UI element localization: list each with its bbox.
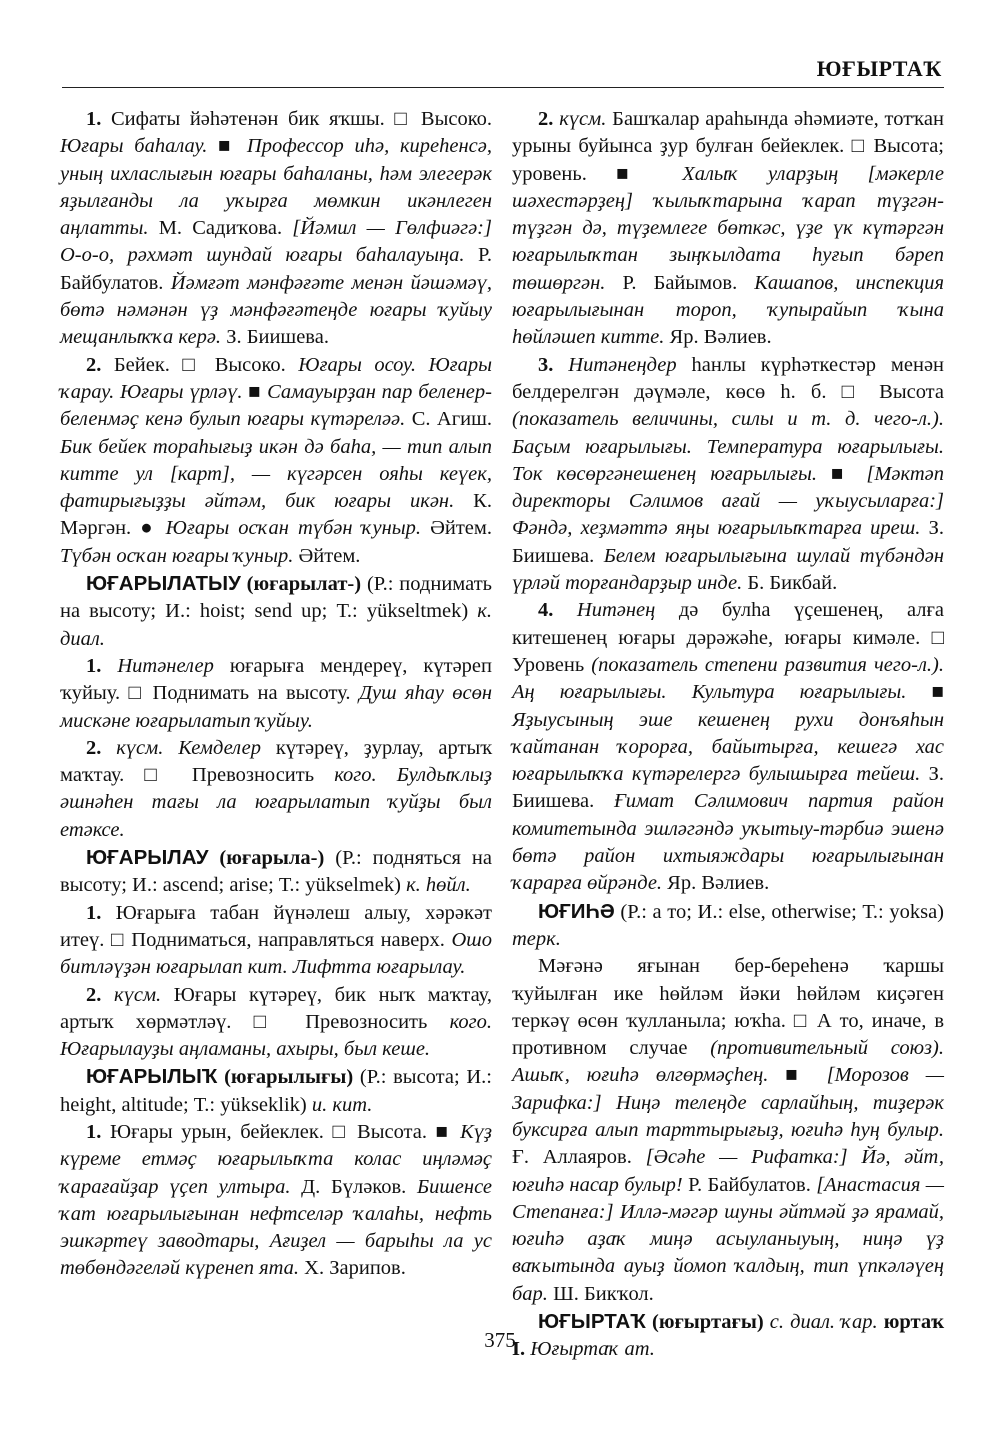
entry-paragraph <box>512 352 944 598</box>
text-run: 1. <box>86 108 111 130</box>
text-run: Әйтем. <box>293 544 361 567</box>
text-run: Яҙыусының эше кешенең рухи донъяһын ҡайтанан ҡорорға, байытырға, кешегә хас юғарылыҡҡа күтәрелергә булышырға тейеш. <box>512 708 944 786</box>
text-run: Профессор иһә, киреһенсә, уның ихласлығын юғары баһаланы, һәм элегерәк яҙылғанды ла уҡырға мөмкин икәнлеген аңлатты. <box>60 135 492 240</box>
text-run: ■ <box>817 462 867 485</box>
text-run: 4. <box>538 599 577 622</box>
headword-entry <box>60 1063 492 1119</box>
text-run: Мәғәнә яғынан бер-береһенә ҡаршы ҡуйылған ике һөйләм йәки һөйләм киҫәген теркәү өсөн ҡулланыла; юҡһа. □ А то, иначе, в противном случае <box>512 955 944 1060</box>
text-run: Юғары күтәреү, бик ныҡ маҡтау, артыҡ хөрмәтләү. □ Превозносить <box>60 983 492 1033</box>
text-run: (противительный союз). Ашыҡ, юғиһә өлгөрмәҫһең. <box>512 1037 944 1087</box>
text-run: ■ <box>906 681 944 704</box>
text-run: (Р.: а то; И.: else, otherwise; Т.: yoksa) <box>614 900 944 923</box>
text-run: дә булһа үҫешенең, алға китешенең юғары дәрәжәһе, юғары кимәле. □ Уровень <box>512 599 945 676</box>
entry-paragraph <box>60 735 492 844</box>
text-run: Ошо битләүҙән юғарылап кит. Лифтта юғарылау. <box>60 928 492 979</box>
text-run: Юғарыға табан йүнәлеш алыу, хәрәкәт итеү. □ Подниматься, направляться наверх. <box>60 901 492 951</box>
text-run: Х. Зарипов. <box>299 1257 406 1280</box>
text-run: 3. <box>538 353 569 376</box>
text-run: ■ <box>768 1064 827 1087</box>
running-head: ЮҒЫРТАҠ <box>816 56 942 81</box>
entry-paragraph <box>60 106 492 352</box>
text-run: Юғыртаҡ ат. <box>530 1338 655 1361</box>
text-run: Бишенсе ҡат юғарылығынан нефтселәр ҡалаһы, нефть эшкәртеү заводтары, Ағиҙел — барыһы ла ус төбөндәгеләй күренеп ята. <box>60 1175 492 1280</box>
text-run: кого. Булдыҡлыҙ әшнәһен тағы ла юғарылатып ҡуйҙы был етәксе. <box>60 764 492 841</box>
text-run: (показатель величины, силы и т. д. чего-л.). Баҫым юғарылығы. Температура юғарылығы. Ток көсөргәнешенең юғарылығы. <box>512 408 944 485</box>
text-run: Юғары осоу. Юғары ҡарау. Юғары үрләү. <box>60 353 493 403</box>
text-run: Б. Бикбай. <box>742 572 838 595</box>
entry-paragraph <box>60 653 492 735</box>
text-run: З. Биишева. <box>512 517 944 567</box>
text-run: 1. <box>86 901 116 924</box>
text-run: күсм. <box>114 983 162 1006</box>
text-run: Халыҡ уларҙың [мәкерле шәхестәрҙең] ҡылыҡтарына ҡарап түҙгән-түҙгән дә, түҙемлеге бөткәс, үҙе үк күтәргән юғарылыҡтан зыңҡылдата һуғып бәреп төшөргән. <box>512 162 944 294</box>
text-run: Башҡалар араһында әһәмиәте, тотҡан урыны буйынса ҙур булған бейеклек. □ Высота; уровень. ■ <box>512 108 945 185</box>
text-run: 1. <box>86 1120 110 1143</box>
text-run: с. диал. ҡар. <box>769 1311 878 1334</box>
text-run: Кашапов, инспекция юғарылығынан тороп, ҡупырайып ҡына һөйләшеп китте. <box>512 271 944 349</box>
text-run: Душ яһау өсөн мискәне юғарылатып ҡуйыу. <box>60 682 492 732</box>
entry-paragraph <box>60 1119 492 1283</box>
text-run: (Р.: поднимать на высоту; И.: hoist; send up; Т.: yükseltmek) <box>60 573 492 623</box>
headword-entry <box>512 898 944 954</box>
left-column <box>60 106 492 1283</box>
headword: ЮҒАРЫЛАУ <box>86 846 209 870</box>
text-run: и. кит. <box>311 1093 373 1116</box>
text-run: Юғары баһалау. <box>60 135 208 158</box>
text-run: С. Агиш. <box>405 408 492 431</box>
text-run: юртаҡ I. <box>512 1311 945 1361</box>
text-run: М. Садиҡова. <box>148 217 293 240</box>
text-run: [Мәктәп директоры Сәлимов ағай — уҡыусыларға:] Фәндә, хеҙмәттә яңы юғарылыҡтарға иреш. <box>512 462 944 540</box>
text-run: [Әсәһе — Рифатка:] Йә, әйт, юғиһә насар булыр! <box>512 1146 944 1196</box>
text-run: Р. Байымов. <box>605 271 755 294</box>
text-run: Р. Байбулатов. <box>682 1173 817 1196</box>
text-run: Әйтем. <box>421 517 493 540</box>
text-run: 1. <box>86 654 118 677</box>
headword: ЮҒИҺӘ <box>538 899 615 923</box>
text-run: (Р.: высота; И.: height, altitude; Т.: yükseklik) <box>60 1066 492 1116</box>
text-run: юғарыға мендереү, күтәреп ҡуйыу. □ Поднимать на высоту. <box>60 654 492 705</box>
text-run: [Морозов — Зарифка:] Ниңә телеңде сарлайһың, тиҙерәк буксирға алып тарттырығыҙ, юғиһә һуң булыр. <box>512 1064 944 1141</box>
text-run: (юғарылығы) <box>217 1066 354 1089</box>
entry-paragraph <box>512 953 944 1308</box>
text-run: Йәмғәт мәнфәғәте менән йәшәмәү, бөтә нәмәнән үҙ мәнфәғәтеңде юғары ҡуйыу мещанлыҡҡа керә. <box>60 271 492 349</box>
text-run: Түбән осҡан юғары ҡуныр. <box>60 544 294 567</box>
text-run: ■ <box>242 380 268 403</box>
entry-paragraph <box>60 900 492 982</box>
text-run: Ниmәнеңдер <box>568 353 677 376</box>
text-run: Ниmәнелер <box>117 654 214 677</box>
text-run: 2. <box>86 736 117 759</box>
entry-paragraph <box>512 106 944 352</box>
text-run: Юғары урын, бейеклек. □ Высота. ■ <box>110 1120 461 1143</box>
text-run: 2. <box>86 983 114 1006</box>
text-run: һанлы күрһәткестәр менән белдерелгән дәүмәле, көсө h. б. □ Высота <box>512 353 945 403</box>
text-run: күсм. <box>559 108 607 130</box>
text-run: (юғыртағы) <box>645 1311 764 1334</box>
text-run: Бик бейек тораһығыҙ икән дә баһа, — тип алып китте ул [карт], — күгәрсен ояһы кеүек, фатирығыҙҙы әйтәм, бик юғары икән. <box>60 435 492 513</box>
text-run: Күҙ күреме етмәҫ юғарылыҡта колас иңләмәҫ ҡарағайҙар үҫеп ултыра. <box>60 1120 492 1198</box>
page-number: 375 <box>484 1328 516 1352</box>
text-run: [Йәмил — Гөлфиәгә:] О-о-о, рәхмәт шундай юғары баһалауыңа. <box>60 217 492 267</box>
text-run: Ғимат Сәлимович партия район комитетында эшләгәндә уҡытыу-тәрбиә эшенә бөтә район ихтыяждары юғарылығынан ҡарарға өйрәнде. <box>512 790 944 895</box>
text-run: З. Биишева. <box>512 763 944 813</box>
text-run: Юғары осҡан түбән ҡуныр. <box>165 517 421 540</box>
text-run: терк. <box>512 927 561 950</box>
headword-entry <box>60 570 492 653</box>
text-run: (показатель степени развития чего-л.). Аң юғарылығы. Культура юғарылығы. <box>512 653 944 704</box>
text-run: З. Биишева. <box>221 326 329 349</box>
text-run: [Анастасия — Степанға:] Иллә-мәгәр шуны әйтмәй ҙә ярамай, юғиһә аҙаҡ миңә асыуланыуың, ниңә үҙ ваҡытында ауыҙ йомоп ҡалдың, тип үпкәләүең бар. <box>512 1173 944 1305</box>
text-run: Ш. Бикҡол. <box>547 1282 654 1305</box>
headword: ЮҒЫРТАҠ <box>538 1310 646 1334</box>
text-run: к. һөйл. <box>406 874 471 897</box>
entry-paragraph <box>512 597 944 897</box>
text-run: Бейек. □ Высоко. <box>113 353 299 376</box>
headword: ЮҒАРЫЛАТЫУ <box>86 572 241 596</box>
text-run: к. диал. <box>60 600 492 650</box>
header-rule <box>62 87 944 88</box>
text-run: 2. <box>86 353 114 376</box>
text-run: ■ <box>207 135 247 158</box>
right-column <box>512 106 944 1364</box>
text-run: Сифаты йәһәтенән бик яҡшы. □ Высоко. <box>111 108 492 130</box>
text-run: кого. Юғарылауҙы аңламаны, ахыры, был кеше. <box>60 1010 492 1061</box>
text-run: күтәреү, ҙурлау, артыҡ маҡтау. □ Превозносить <box>60 736 492 787</box>
text-run: Белем юғарылығына шулай түбәндән үрләй торғандарҙыр инде. <box>512 544 944 595</box>
text-run: Р. Байбулатов. <box>60 244 492 294</box>
text-run: (Р.: подняться на высоту; И.: ascend; arise; Т.: yükselmek) <box>60 847 492 897</box>
text-run: Яр. Вәлиев. <box>662 872 770 895</box>
text-run: Ниmәнең <box>576 599 656 622</box>
text-run: К. Мәргән. ● <box>60 490 492 540</box>
text-run: Ғ. Аллаяров. <box>512 1146 646 1169</box>
entry-paragraph <box>60 982 492 1064</box>
entry-paragraph <box>60 352 492 570</box>
text-run: 2. <box>538 108 560 130</box>
text-run: Д. Бүләков. <box>290 1175 417 1198</box>
headword-entry <box>60 844 492 900</box>
text-run: күсм. Кемделер <box>116 736 261 759</box>
headword: ЮҒАРЫЛЫҠ <box>86 1065 218 1089</box>
text-run: Яр. Вәлиев. <box>664 326 772 349</box>
text-run: Самауырҙан пар беленер-беленмәҫ кенә булып юғары күтәреләә. <box>60 380 492 431</box>
text-run: (юғарыла-) <box>208 847 325 870</box>
text-run: (юғарылат-) <box>240 573 362 596</box>
